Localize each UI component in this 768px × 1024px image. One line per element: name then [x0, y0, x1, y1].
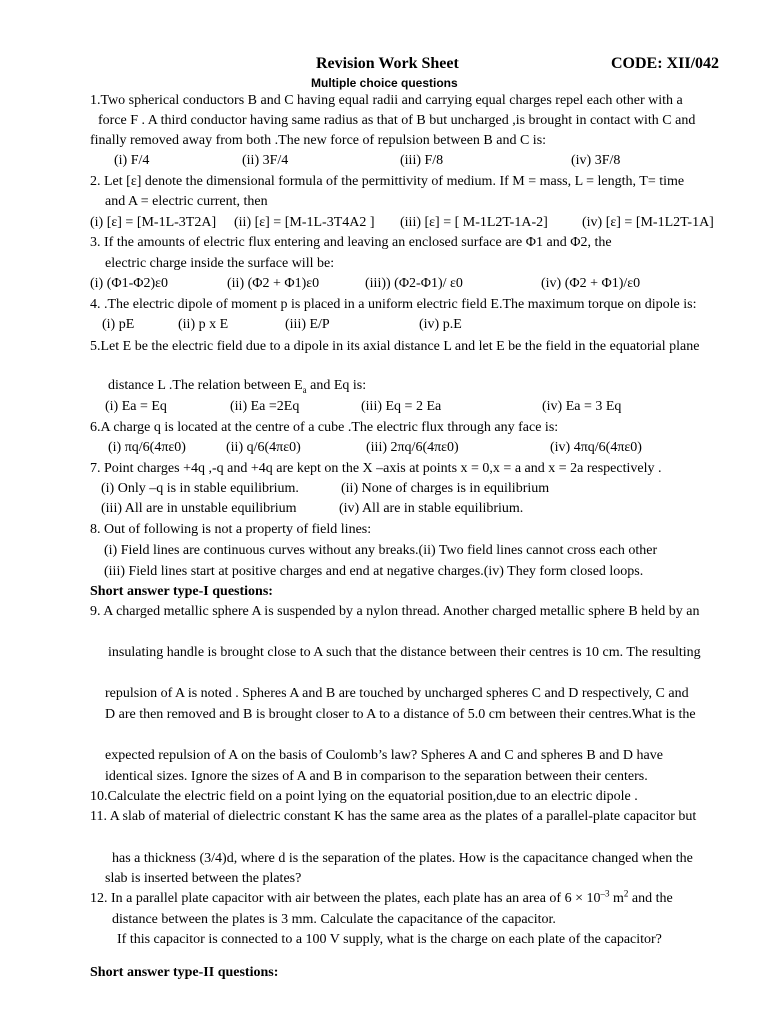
question-3-option-4: (iv) (Φ2 + Φ1)/ε0	[541, 276, 641, 291]
question-9-line-4: D are then removed and B is brought closer to A to a distance of 5.0 cm between their centres.What is the	[105, 707, 696, 722]
question-4-line-1: 4. .The electric dipole of moment p is placed in a uniform electric field E.The maximum torque on dipole is:	[90, 297, 697, 312]
question-12-line-1: 12. In a parallel plate capacitor with air between the plates, each plate has an area of $6 \times 10^{-3}$ $m^2$ and the	[90, 888, 673, 906]
question-1-option-1: (i) F/4	[114, 153, 150, 168]
question-9-line-3: repulsion of A is noted . Spheres A and B are touched by uncharged spheres C and D respectively, C and	[105, 686, 689, 701]
question-4-option-4: (iv) p.E	[419, 317, 462, 332]
question-8-line-1: 8. Out of following is not a property of field lines:	[90, 522, 372, 537]
question-4-option-2: (ii) p x E	[178, 317, 229, 332]
question-7-option-4: (iv) All are in stable equilibrium.	[339, 501, 524, 516]
question-6-line-1: 6.A charge q is located at the centre of a cube .The electric flux through any face is:	[90, 420, 559, 435]
question-2-line-1: 2. Let [ε] denote the dimensional formula of the permittivity of medium. If M = mass, L = length, T= time	[90, 174, 685, 189]
worksheet-title: Revision Work Sheet	[316, 55, 459, 72]
question-1-line-1: 1.Two spherical conductors B and C having equal radii and carrying equal charges repel each other with a	[90, 93, 683, 108]
question-1-line-3: finally removed away from both .The new force of repulsion between B and C is:	[90, 133, 547, 148]
worksheet-code: CODE: XII/042	[611, 55, 720, 72]
question-3-line-2: electric charge inside the surface will be:	[105, 256, 335, 271]
question-5-option-3: (iii) Eq = 2 Ea	[361, 399, 442, 414]
question-1-option-4: (iv) 3F/8	[571, 153, 621, 168]
question-2-option-4: (iv) [ε] = [M-1L2T-1A]	[582, 215, 714, 230]
question-2-option-3: (iii) [ε] = [ M-1L2T-1A-2]	[400, 215, 548, 230]
section-heading-short-answer-2: Short answer type-II questions:	[90, 965, 279, 980]
question-3-option-1: (i) (Φ1-Φ2)ε0	[90, 276, 169, 291]
question-4-option-3: (iii) E/P	[285, 317, 330, 332]
question-6-option-1: (i) πq/6(4πε0)	[108, 440, 186, 455]
question-5-line-1: 5.Let E be the electric field due to a dipole in its axial distance L and let E be the field in the equatorial plane	[90, 339, 700, 354]
question-5-option-4: (iv) Ea = 3 Eq	[542, 399, 622, 414]
question-2-option-1: (i) [ε] = [M-1L-3T2A]	[90, 215, 217, 230]
question-7-line-1: 7. Point charges +4q ,-q and +4q are kept on the X –axis at points x = 0,x = a and x = 2a respectively .	[90, 461, 662, 476]
question-9-line-6: identical sizes. Ignore the sizes of A and B in comparison to the separation between their centers.	[105, 769, 648, 784]
question-11-line-2: has a thickness (3/4)d, where d is the separation of the plates. How is the capacitance changed when the	[112, 851, 693, 866]
question-3-option-2: (ii) (Φ2 + Φ1)ε0	[227, 276, 320, 291]
question-2-option-2: (ii) [ε] = [M-1L-3T4A2 ]	[234, 215, 375, 230]
question-1-option-3: (iii) F/8	[400, 153, 444, 168]
question-12-line-2: distance between the plates is 3 mm. Calculate the capacitance of the capacitor.	[112, 912, 556, 927]
question-9-line-5: expected repulsion of A on the basis of Coulomb’s law? Spheres A and C and spheres B and D have	[105, 748, 663, 763]
question-7-option-3: (iii) All are in unstable equilibrium	[101, 501, 297, 516]
question-4-option-1: (i) pE	[102, 317, 135, 332]
section-heading-short-answer-1: Short answer type-I questions:	[90, 584, 273, 599]
question-5-option-2: (ii) Ea =2Eq	[230, 399, 300, 414]
question-6-option-3: (iii) 2πq/6(4πε0)	[366, 440, 459, 455]
section-heading-mcq: Multiple choice questions	[311, 76, 458, 90]
question-7-option-2: (ii) None of charges is in equilibrium	[341, 481, 550, 496]
question-1-line-2: force F . A third conductor having same radius as that of B but uncharged ,is brought in contact with C and	[98, 113, 696, 128]
question-6-option-4: (iv) 4πq/6(4πε0)	[550, 440, 642, 455]
question-11-line-1: 11. A slab of material of dielectric constant K has the same area as the plates of a parallel-plate capacitor but	[90, 809, 697, 824]
question-8-line-3: (iii) Field lines start at positive charges and end at negative charges.(iv) They form closed loops.	[104, 564, 644, 579]
question-10-line-1: 10.Calculate the electric field on a point lying on the equatorial position,due to an electric dipole .	[90, 789, 638, 804]
question-11-line-3: slab is inserted between the plates?	[105, 871, 302, 886]
question-9-line-1: 9. A charged metallic sphere A is suspended by a nylon thread. Another charged metallic sphere B held by an	[90, 604, 700, 619]
question-6-option-2: (ii) q/6(4πε0)	[226, 440, 301, 455]
question-2-line-2: and A = electric current, then	[105, 194, 268, 209]
question-7-option-1: (i) Only –q is in stable equilibrium.	[101, 481, 299, 496]
question-12-line-3: If this capacitor is connected to a 100 V supply, what is the charge on each plate of the capacitor?	[117, 932, 662, 947]
question-3-option-3: (iii)) (Φ2-Φ1)/ ε0	[365, 276, 463, 291]
question-9-line-2: insulating handle is brought close to A such that the distance between their centres is 10 cm. The resulting	[108, 645, 701, 660]
question-5-line-2: distance L .The relation between $E_a$ and Eq is:	[108, 378, 367, 395]
question-5-option-1: (i) Ea = Eq	[105, 399, 167, 414]
question-1-option-2: (ii) 3F/4	[242, 153, 289, 168]
question-3-line-1: 3. If the amounts of electric flux entering and leaving an enclosed surface are Φ1 and Φ2, the	[90, 235, 612, 250]
question-8-line-2: (i) Field lines are continuous curves without any breaks.(ii) Two field lines cannot cross each other	[104, 543, 658, 558]
